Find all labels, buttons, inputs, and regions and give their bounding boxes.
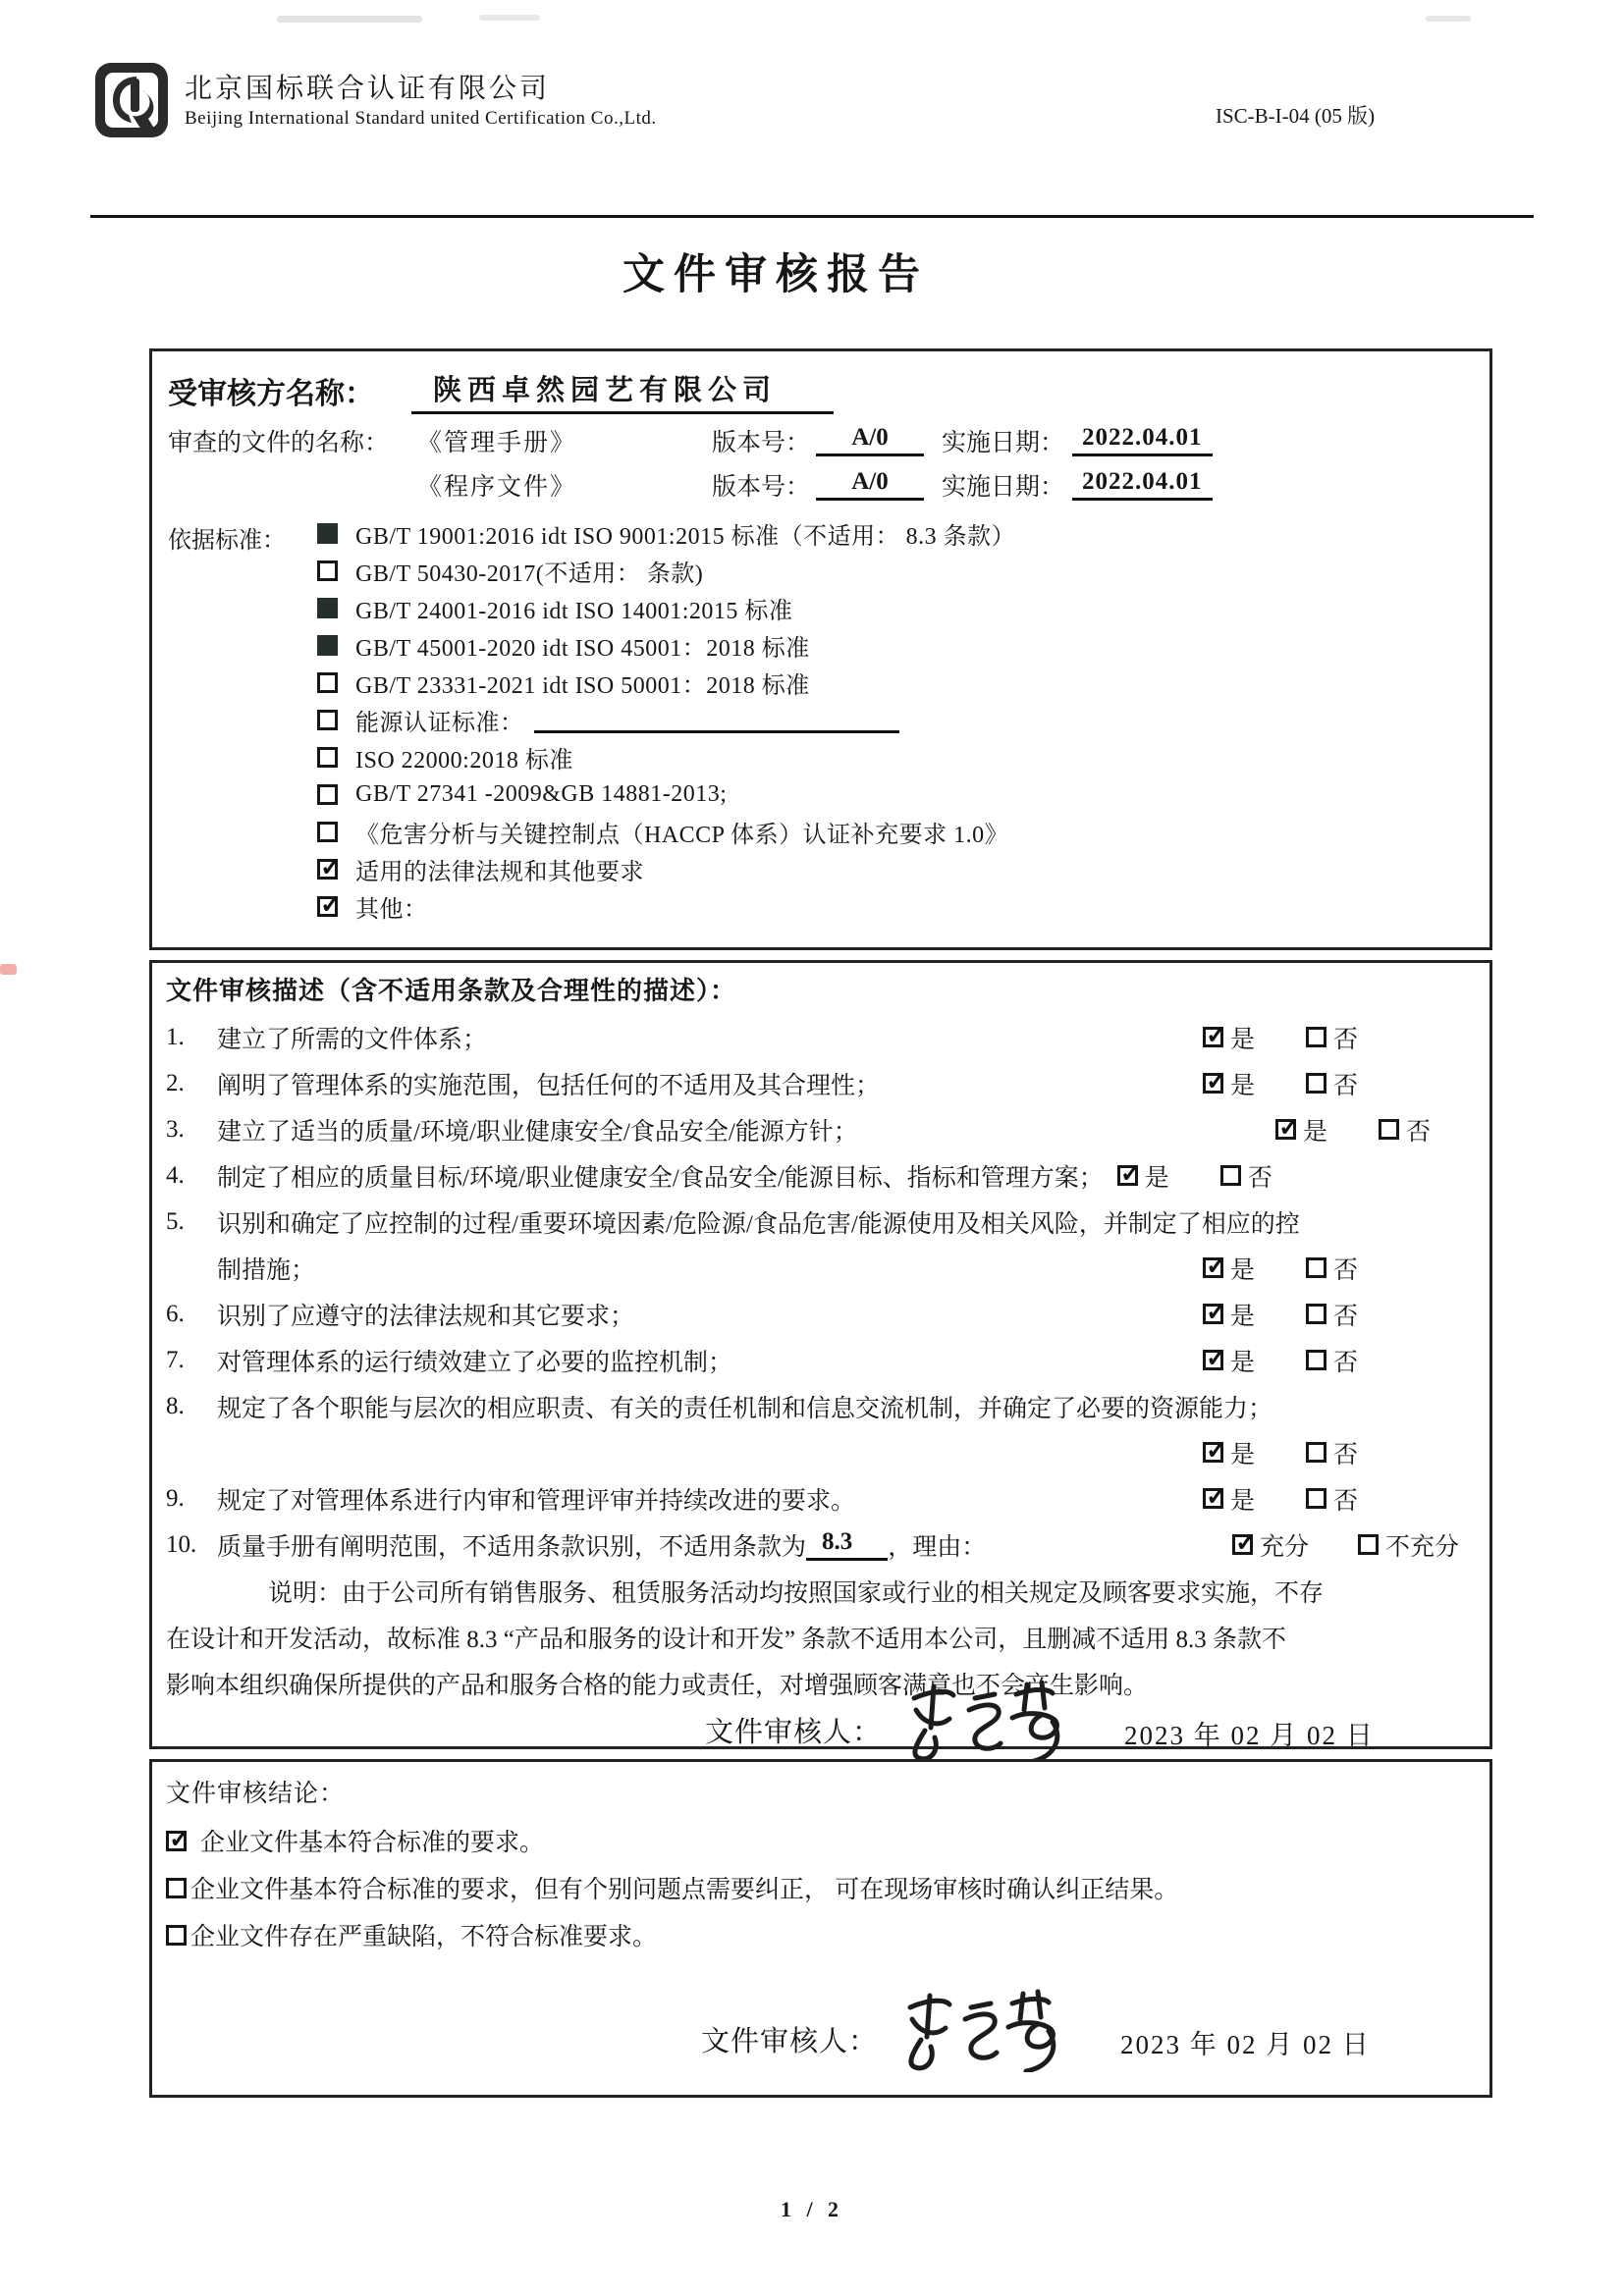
yes-label: 是 [1303, 1118, 1328, 1146]
yes-checkbox[interactable] [1203, 1257, 1223, 1278]
item-text: 建立了所需的文件体系； [217, 1026, 488, 1053]
no-label: 否 [1333, 1487, 1359, 1515]
review-item-10 [166, 1522, 1476, 1568]
note-line: 影响本组织确保所提供的产品和服务合格的能力或责任，对增强顾客满意也不会产生影响。 [166, 1672, 1149, 1699]
standards-label: 依据标准： [168, 528, 286, 554]
standard-label: 其他： [355, 896, 428, 923]
review-date: 2023 年 02 月 02 日 [1120, 2030, 1371, 2059]
item-text: 规定了对管理体系进行内审和管理评审并持续改进的要求。 [217, 1487, 856, 1515]
scan-artifact-red [0, 964, 17, 975]
certification-logo-icon [93, 61, 174, 139]
conclusion-section [149, 1759, 1492, 2098]
review-item [166, 1152, 1476, 1199]
item-number: 5. [166, 1207, 185, 1235]
standards-list [317, 514, 1474, 925]
no-label: 否 [1247, 1164, 1272, 1192]
section-heading: 文件审核结论： [166, 1781, 346, 1807]
no-checkbox[interactable] [1379, 1119, 1399, 1140]
scan-artifact [277, 16, 422, 23]
yes-checkbox[interactable] [1203, 1442, 1223, 1463]
no-label: 否 [1406, 1118, 1432, 1146]
standard-item [317, 626, 1474, 664]
checkbox[interactable] [317, 635, 338, 656]
standard-item [317, 552, 1474, 589]
standard-label: ISO 22000:2018 标准 [355, 747, 573, 774]
reviewer-label: 文件审核人： [705, 1717, 883, 1748]
yes-label: 是 [1230, 1072, 1256, 1099]
item-number: 7. [166, 1346, 185, 1373]
checkbox[interactable] [317, 747, 338, 768]
no-label: 否 [1333, 1303, 1359, 1330]
review-item [166, 1291, 1476, 1337]
item-text: 识别和确定了应控制的过程/重要环境因素/危险源/食品危害/能源使用及相关风险，并制定了相应的控 [217, 1210, 1300, 1238]
standard-item [317, 701, 1474, 738]
conclusion-option [166, 1864, 1476, 1911]
standard-item [317, 514, 1474, 552]
signature-row [166, 1706, 1476, 1752]
document-row [168, 462, 1474, 507]
review-item [166, 1475, 1476, 1522]
item-number: 4. [166, 1161, 185, 1189]
auditee-name-field: 陕西卓然园艺有限公司 [411, 368, 834, 414]
standard-item [317, 738, 1474, 775]
review-item [166, 1383, 1476, 1429]
standards-block [168, 514, 1474, 925]
auditee-label: 受审核方名称： [168, 378, 374, 410]
no-checkbox[interactable] [1306, 1304, 1326, 1324]
no-checkbox[interactable] [1306, 1257, 1326, 1278]
clause-field: 8.3 [806, 1528, 888, 1561]
no-checkbox[interactable] [1306, 1442, 1326, 1463]
no-label: 否 [1333, 1072, 1359, 1099]
review-item [166, 1014, 1476, 1060]
yes-checkbox[interactable] [1203, 1350, 1223, 1370]
review-item-continuation [166, 1245, 1476, 1291]
date-field: 2022.04.01 [1072, 468, 1213, 501]
date-field: 2022.04.01 [1072, 424, 1213, 456]
yes-checkbox[interactable] [1203, 1027, 1223, 1047]
handwritten-signature [889, 1986, 1085, 2072]
no-label: 否 [1333, 1441, 1359, 1468]
yes-label: 是 [1230, 1441, 1256, 1468]
checkbox[interactable] [317, 896, 338, 917]
checkbox[interactable] [317, 822, 338, 842]
audit-info-section [149, 348, 1492, 950]
item-text: 对管理体系的运行绩效建立了必要的监控机制； [217, 1349, 733, 1376]
yes-label: 是 [1230, 1349, 1256, 1376]
item-text: 规定了各个职能与层次的相应职责、有关的责任机制和信息交流机制，并确定了必要的资源能力； [217, 1395, 1273, 1422]
item-number: 3. [166, 1115, 185, 1143]
conclusion-checkbox[interactable] [166, 1831, 187, 1851]
item-number: 6. [166, 1300, 185, 1327]
no-label: 否 [1333, 1349, 1359, 1376]
document-code: ISC-B-I-04 (05 版) [1216, 104, 1376, 128]
version-field: A/0 [816, 424, 924, 456]
standard-label: GB/T 23331-2021 idt ISO 50001：2018 标准 [355, 672, 810, 699]
review-description-section [149, 960, 1492, 1749]
conclusion-option [166, 1817, 1476, 1864]
note-line: 在设计和开发活动，故标准 8.3 “产品和服务的设计和开发” 条款不适用本公司，且删减不适用 8.3 条款不 [166, 1626, 1286, 1653]
item-number: 8. [166, 1392, 185, 1419]
standard-item [317, 589, 1474, 626]
date-label: 实施日期： [942, 473, 1065, 501]
review-item-continuation [166, 1429, 1476, 1475]
item-number: 10. [166, 1530, 197, 1558]
yes-label: 是 [1230, 1303, 1256, 1330]
standard-label: 适用的法律法规和其他要求 [355, 859, 644, 885]
insufficient-label: 不充分 [1385, 1533, 1460, 1561]
no-checkbox[interactable] [1220, 1165, 1241, 1186]
review-item [166, 1060, 1476, 1106]
scan-artifact [1426, 16, 1471, 22]
item-text: 建立了适当的质量/环境/职业健康安全/食品安全/能源方针； [217, 1118, 858, 1146]
no-label: 否 [1333, 1026, 1359, 1053]
conclusion-checkbox[interactable] [166, 1925, 187, 1946]
docs-label: 审查的文件的名称： [168, 429, 390, 456]
standard-label: GB/T 27341 -2009&GB 14881-2013; [355, 780, 728, 807]
checkbox[interactable] [317, 784, 338, 805]
standard-label: GB/T 50430-2017(不适用： 条款) [355, 561, 704, 587]
standard-item [317, 850, 1474, 887]
yes-checkbox[interactable] [1203, 1073, 1223, 1094]
item-text: 识别了应遵守的法律法规和其它要求； [217, 1303, 635, 1330]
standard-item [317, 775, 1474, 813]
conclusion-checkbox[interactable] [166, 1878, 187, 1898]
no-checkbox[interactable] [1306, 1027, 1326, 1047]
standard-label: GB/T 24001-2016 idt ISO 14001:2015 标准 [355, 598, 793, 624]
checkbox[interactable] [317, 598, 338, 618]
company-name-en: Beijing International Standard united Certification Co.,Ltd. [185, 108, 657, 129]
item-text: 阐明了管理体系的实施范围，包括任何的不适用及其合理性； [217, 1072, 881, 1099]
item-number: 2. [166, 1069, 185, 1096]
page-title: 文件审核报告 [623, 252, 929, 298]
item-text: 质量手册有阐明范围，不适用条款识别，不适用条款为 [217, 1533, 807, 1561]
no-checkbox[interactable] [1306, 1073, 1326, 1094]
item-text: 制定了相应的质量目标/环境/职业健康安全/食品安全/能源目标、指标和管理方案； [217, 1164, 1104, 1192]
yes-label: 是 [1230, 1487, 1256, 1515]
standard-item [317, 887, 1474, 925]
sufficient-checkbox[interactable] [1232, 1534, 1253, 1555]
standard-label: GB/T 45001-2020 idt ISO 45001：2018 标准 [355, 635, 810, 662]
document-row [168, 418, 1474, 462]
item-text: 制措施； [217, 1256, 316, 1284]
company-name-cn: 北京国标联合认证有限公司 [185, 74, 551, 104]
sufficient-label: 充分 [1260, 1533, 1310, 1561]
signature-row [166, 2005, 1476, 2066]
option-label: 企业文件存在严重缺陷，不符合标准要求。 [190, 1924, 658, 1950]
section-heading: 文件审核描述（含不适用条款及合理性的描述）： [166, 977, 737, 1005]
yes-checkbox[interactable] [1203, 1488, 1223, 1509]
no-checkbox[interactable] [1306, 1488, 1326, 1509]
version-label: 版本号： [712, 473, 811, 501]
no-checkbox[interactable] [1306, 1350, 1326, 1370]
document-name: 《程序文件》 [417, 473, 577, 501]
yes-checkbox[interactable] [1117, 1165, 1138, 1186]
handwritten-signature [893, 1677, 1089, 1763]
scan-artifact [479, 15, 540, 21]
checkbox[interactable] [317, 523, 338, 544]
note-line: 说明：由于公司所有销售服务、租赁服务活动均按照国家或行业的相关规定及顾客要求实施，不存 [268, 1579, 1325, 1607]
version-field: A/0 [816, 468, 924, 501]
standard-item [317, 813, 1474, 850]
date-label: 实施日期： [942, 429, 1065, 456]
item-text: ，理由： [888, 1533, 987, 1561]
header-divider [90, 215, 1534, 218]
blank-fill-line[interactable] [534, 707, 899, 733]
yes-checkbox[interactable] [1275, 1119, 1296, 1140]
review-item [166, 1337, 1476, 1383]
checkbox[interactable] [317, 561, 338, 581]
version-label: 版本号： [712, 429, 811, 456]
yes-checkbox[interactable] [1203, 1304, 1223, 1324]
review-item [166, 1106, 1476, 1152]
conclusion-option [166, 1911, 1476, 1958]
document-name: 《管理手册》 [417, 429, 577, 456]
standard-label: 《危害分析与关键控制点（HACCP 体系）认证补充要求 1.0》 [355, 822, 1009, 848]
yes-label: 是 [1230, 1256, 1256, 1284]
standard-item [317, 664, 1474, 701]
option-label: 企业文件基本符合标准的要求。 [200, 1830, 545, 1856]
item-number: 9. [166, 1484, 185, 1512]
yes-label: 是 [1230, 1026, 1256, 1053]
checkbox[interactable] [317, 710, 338, 730]
standard-label: GB/T 19001:2016 idt ISO 9001:2015 标准（不适用： 8.3 条款） [355, 523, 1016, 550]
yes-label: 是 [1144, 1164, 1169, 1192]
no-label: 否 [1333, 1256, 1359, 1284]
option-label: 企业文件基本符合标准的要求，但有个别问题点需要纠正， 可在现场审核时确认纠正结果。 [190, 1877, 1179, 1903]
review-date: 2023 年 02 月 02 日 [1124, 1721, 1375, 1750]
review-item [166, 1199, 1476, 1245]
insufficient-checkbox[interactable] [1358, 1534, 1379, 1555]
page-number: 1 / 2 [780, 2197, 844, 2221]
reviewer-label: 文件审核人： [701, 2026, 879, 2057]
item-number: 1. [166, 1023, 185, 1050]
standard-label: 能源认证标准： [355, 710, 524, 736]
checkbox[interactable] [317, 672, 338, 693]
checkbox[interactable] [317, 859, 338, 880]
